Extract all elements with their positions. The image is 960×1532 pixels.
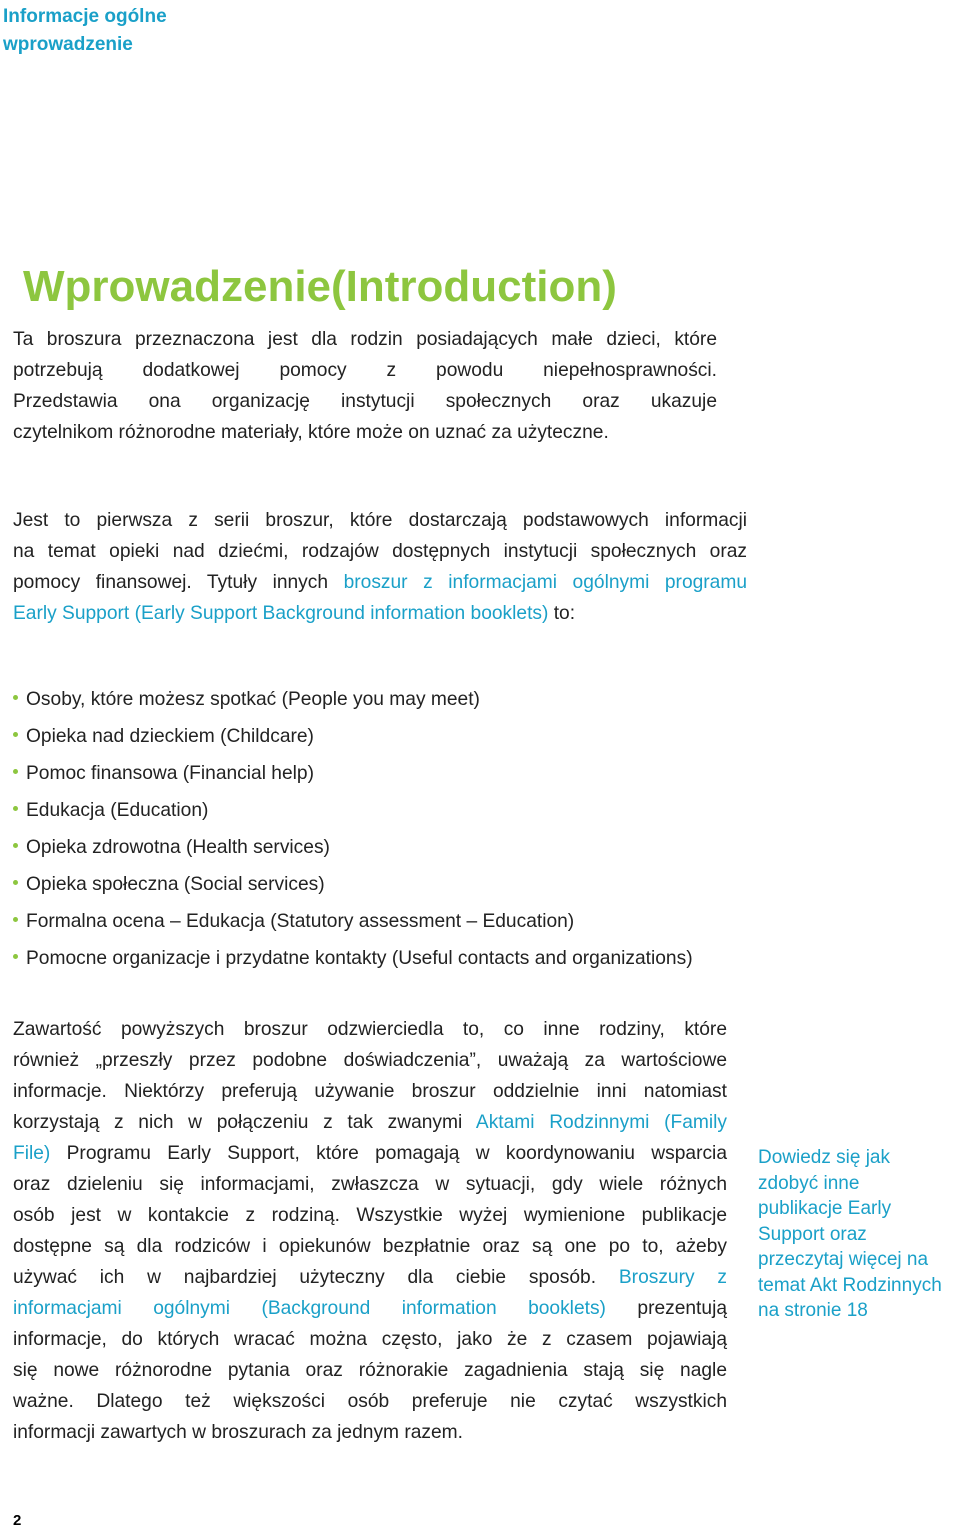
sidebar-line: temat Akt Rodzinnych (758, 1274, 942, 1296)
bullet-icon (13, 917, 18, 922)
text-line (13, 1293, 727, 1324)
page-number: 2 (13, 1512, 22, 1529)
list-item-label: Pomoc finansowa (Financial help) (26, 763, 314, 784)
text-line: Przedstawia ona organizację instytucji społecznych oraz ukazuje (13, 391, 717, 412)
text-line: dostępne są dla rodziców i opiekunów bezpłatnie oraz są one po to, ażeby (13, 1236, 727, 1257)
text-line: potrzebują dodatkowej pomocy z powodu niepełnosprawności. (13, 360, 717, 381)
text-line: na temat opieki nad dziećmi, rodzajów dostępnych instytucji społecznych oraz (13, 541, 747, 562)
family-file-link[interactable]: Aktami Rodzinnymi (Family (475, 1112, 727, 1133)
list-item-label: Edukacja (Education) (26, 800, 209, 821)
sidebar-line: przeczytaj więcej na (758, 1249, 929, 1270)
text-line: oraz dzieleniu się informacjami, zwłaszcza w sytuacji, gdy wiele różnych (13, 1174, 727, 1195)
text-line: informacji zawartych w broszurach za jednym razem. (13, 1422, 463, 1443)
series-paragraph (13, 505, 747, 629)
list-item-label: Osoby, które możesz spotkać (People you may meet) (26, 689, 480, 710)
bullet-icon (13, 806, 18, 811)
list-item (13, 755, 693, 792)
background-booklets-link[interactable]: Broszury z (618, 1267, 727, 1288)
family-file-link-cont[interactable]: File) (13, 1143, 51, 1164)
content-paragraph (13, 1014, 727, 1448)
text-line: informacje. Niektórzy preferują używanie broszur oddzielnie inni natomiast (13, 1081, 727, 1102)
booklet-list (13, 681, 693, 977)
header-line-2: wprowadzenie (3, 34, 133, 55)
bullet-icon (13, 695, 18, 700)
text-line: Jest to pierwsza z serii broszur, które dostarczają podstawowych informacji (13, 510, 747, 531)
text-run: prezentują (605, 1298, 727, 1319)
booklets-link-cont[interactable]: Early Support (Early Support Background information booklets) (13, 603, 549, 624)
bullet-icon (13, 880, 18, 885)
text-run: pomocy finansowej. Tytuły innych (13, 572, 344, 593)
list-item-label: Opieka nad dzieckiem (Childcare) (26, 726, 314, 747)
text-line: Zawartość powyższych broszur odzwierciedla to, co inne rodziny, które (13, 1019, 727, 1040)
text-line (13, 1138, 727, 1169)
text-line (13, 1107, 727, 1138)
booklets-link[interactable]: broszur z informacjami ogólnymi programu (343, 572, 748, 593)
sidebar-line: Dowiedz się jak (758, 1147, 890, 1168)
page-title: Wprowadzenie(Introduction) (23, 262, 617, 311)
section-header (3, 3, 167, 59)
text-line: osób jest w kontakcie z rodziną. Wszystkie wyżej wymienione publikacje (13, 1205, 727, 1226)
list-item (13, 718, 693, 755)
text-line: się nowe różnorodne pytania oraz różnorakie zagadnienia stają się nagle (13, 1360, 727, 1381)
list-item-label: Opieka zdrowotna (Health services) (26, 837, 330, 858)
bullet-icon (13, 732, 18, 737)
list-item (13, 903, 693, 940)
text-line (13, 1262, 727, 1293)
text-line (13, 567, 747, 598)
bullet-icon (13, 843, 18, 848)
list-item (13, 940, 693, 977)
text-line: czytelnikom różnorodne materiały, które może on uznać za użyteczne. (13, 422, 609, 443)
text-run: korzystają z nich w połączeniu z tak zwanymi (13, 1112, 476, 1133)
sidebar-note (758, 1145, 960, 1324)
text-line: również „przeszły przez podobne doświadczenia”, uważają za wartościowe (13, 1050, 727, 1071)
list-item-label: Formalna ocena – Edukacja (Statutory assessment – Education) (26, 911, 575, 932)
sidebar-line: zdobyć inne (758, 1172, 860, 1194)
sidebar-line: publikacje Early (758, 1198, 892, 1219)
list-item (13, 829, 693, 866)
background-booklets-link-cont[interactable]: informacjami ogólnymi (Background information booklets) (13, 1298, 606, 1319)
list-item-label: Pomocne organizacje i przydatne kontakty (Useful contacts and organizations) (26, 948, 693, 969)
text-run: używać ich w najbardziej użyteczny dla ciebie sposób. (13, 1267, 619, 1288)
text-run: Programu Early Support, które pomagają w koordynowaniu wsparcia (50, 1143, 727, 1164)
sidebar-line: na stronie 18 (758, 1300, 868, 1321)
text-line: informacje, do których wracać można często, jako że z czasem pojawiają (13, 1329, 727, 1350)
text-line: Ta broszura przeznaczona jest dla rodzin posiadających małe dzieci, które (13, 329, 717, 350)
header-line-1: Informacje ogólne (3, 6, 167, 27)
list-item (13, 681, 693, 718)
text-line (13, 598, 747, 629)
text-run: to: (548, 603, 576, 624)
list-item-label: Opieka społeczna (Social services) (26, 874, 325, 895)
list-item (13, 792, 693, 829)
text-line: ważne. Dlatego też większości osób preferuje nie czytać wszystkich (13, 1391, 727, 1412)
bullet-icon (13, 769, 18, 774)
sidebar-line: Support oraz (758, 1223, 867, 1245)
bullet-icon (13, 954, 18, 959)
list-item (13, 866, 693, 903)
intro-paragraph (13, 324, 717, 448)
